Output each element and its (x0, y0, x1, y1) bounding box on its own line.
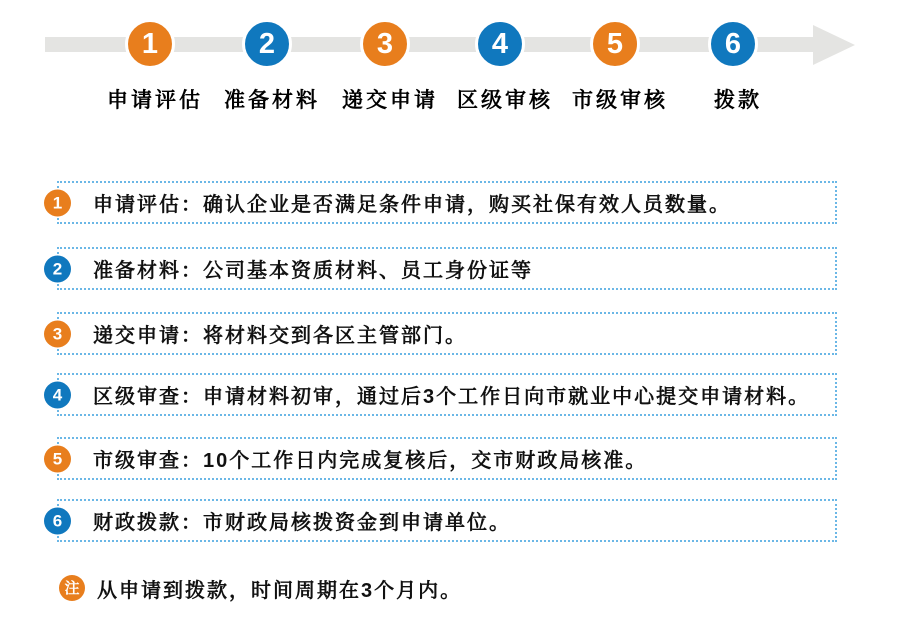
timeline-step-5-number: 5 (606, 27, 624, 60)
timeline-step-6-number: 6 (724, 27, 742, 60)
step-6-text: 财政拨款：市财政局核拨资金到申请单位。 (93, 512, 511, 534)
timeline-step-2-number: 2 (258, 27, 276, 60)
step-3-text: 递交申请：将材料交到各区主管部门。 (93, 325, 467, 347)
step-6-number: 6 (52, 511, 63, 530)
step-2-number-badge (44, 255, 71, 282)
timeline-step-6-label: 拨款 (714, 89, 762, 112)
timeline-step-3-label: 递交申请 (342, 89, 438, 112)
step-5-text: 市级审查：10个工作日内完成复核后，交市财政局核准。 (93, 450, 648, 472)
timeline-step-1-label: 申请评估 (107, 89, 203, 112)
timeline-step-1-number: 1 (141, 27, 159, 60)
step-detail-row-2 (52, 247, 837, 290)
timeline-step-2-circle (242, 19, 292, 69)
note-text: 从申请到拨款，时间周期在3个月内。 (97, 579, 463, 602)
timeline-step-3-circle (360, 19, 410, 69)
timeline-step-2-label: 准备材料 (224, 89, 320, 112)
timeline-arrowhead-icon (813, 25, 855, 65)
step-4-number: 4 (52, 385, 63, 404)
timeline-step-6-circle (708, 19, 758, 69)
step-2-number: 2 (52, 259, 63, 278)
step-detail-row-3 (52, 312, 837, 355)
note-badge-text: 注 (64, 579, 80, 597)
note-row (59, 574, 462, 602)
timeline-step-4-circle (475, 19, 525, 69)
step-1-text: 申请评估：确认企业是否满足条件申请，购买社保有效人员数量。 (93, 194, 731, 216)
timeline-step-1-circle (125, 19, 175, 69)
step-detail-row-4 (52, 373, 837, 416)
step-6-number-badge (44, 507, 71, 534)
timeline-step-4-number: 4 (491, 27, 509, 60)
step-1-number: 1 (52, 193, 63, 212)
timeline-step-3-number: 3 (376, 27, 394, 60)
step-1-number-badge (44, 189, 71, 216)
step-detail-row-6 (52, 499, 837, 542)
step-4-number-badge (44, 381, 71, 408)
note-badge (59, 575, 85, 601)
step-3-number-badge (44, 320, 71, 347)
step-3-number: 3 (52, 324, 63, 343)
timeline-step-5-circle (590, 19, 640, 69)
timeline-step-5-label: 市级审核 (572, 89, 668, 112)
step-4-text: 区级审查：申请材料初审，通过后3个工作日向市就业中心提交申请材料。 (93, 386, 811, 408)
step-5-number: 5 (52, 449, 63, 468)
step-2-text: 准备材料：公司基本资质材料、员工身份证等 (93, 260, 533, 282)
step-detail-row-5 (52, 437, 837, 480)
step-5-number-badge (44, 445, 71, 472)
timeline-step-4-label: 区级审核 (457, 89, 553, 112)
step-detail-row-1 (52, 181, 837, 224)
